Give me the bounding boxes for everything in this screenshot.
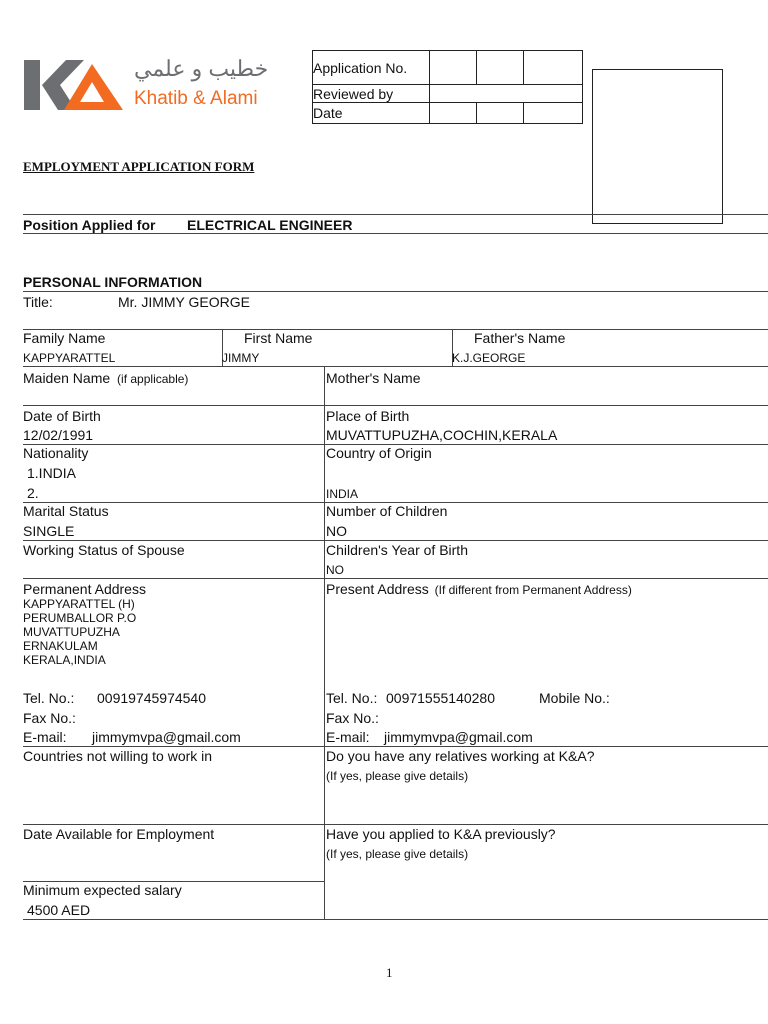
perm-tel-label: Tel. No.: (23, 690, 75, 706)
date-available-label: Date Available for Employment (23, 826, 215, 842)
present-email-label: E-mail: (326, 729, 370, 745)
nationality-1: 1.INDIA (27, 465, 77, 481)
perm-email-label: E-mail: (23, 729, 67, 745)
position-label: Position Applied for (23, 217, 156, 233)
maiden-name-label (23, 370, 188, 386)
first-name-value: JIMMY (222, 351, 260, 365)
dob-value: 12/02/1991 (23, 427, 94, 443)
position-value: ELECTRICAL ENGINEER (187, 217, 353, 233)
app-no-label: Application No. (313, 60, 408, 76)
nationality-2: 2. (27, 485, 39, 501)
spouse-label: Working Status of Spouse (23, 542, 185, 558)
perm-address-line-2: PERUMBALLOR P.O (23, 611, 137, 625)
marital-label: Marital Status (23, 503, 109, 519)
logo-mark-icon (24, 60, 124, 112)
title-value: Mr. JIMMY GEORGE (118, 294, 250, 310)
perm-email-value: jimmymvpa@gmail.com (92, 729, 241, 745)
fathers-name-label: Father's Name (474, 330, 566, 346)
country-origin-value: INDIA (326, 487, 359, 501)
family-name-label: Family Name (23, 330, 106, 346)
logo-english-text: Khatib & Alami (134, 88, 258, 109)
perm-address-label: Permanent Address (23, 581, 146, 597)
page-number: 1 (386, 965, 393, 980)
maiden-name-note: (if applicable) (117, 372, 189, 386)
title-label: Title: (23, 294, 53, 310)
present-tel-label: Tel. No.: (326, 690, 378, 706)
country-origin-label: Country of Origin (326, 445, 432, 461)
pob-label: Place of Birth (326, 408, 410, 424)
applied-label: Have you applied to K&A previously? (326, 826, 556, 842)
perm-address-line-1: KAPPYARATTEL (H) (23, 597, 135, 611)
present-address-label (326, 581, 632, 597)
present-tel-value: 00971555140280 (386, 690, 496, 706)
fathers-name-value: K.J.GEORGE (452, 351, 526, 365)
perm-address-line-3: MUVATTUPUZHA (23, 625, 120, 639)
perm-address-line-4: ERNAKULAM (23, 639, 98, 653)
children-year-label: Children's Year of Birth (326, 542, 468, 558)
children-year-value: NO (326, 563, 344, 577)
photo-box (592, 69, 723, 224)
children-value: NO (326, 523, 347, 539)
date-label: Date (313, 105, 343, 121)
first-name-label: First Name (244, 330, 313, 346)
perm-fax-label: Fax No.: (23, 710, 76, 726)
present-address-note: (If different from Permanent Address) (434, 583, 632, 597)
form-title: EMPLOYMENT APPLICATION FORM (23, 159, 255, 174)
pob-value: MUVATTUPUZHA,COCHIN,KERALA (326, 427, 558, 443)
salary-value: 4500 AED (27, 902, 91, 918)
maiden-name-label-text: Maiden Name (23, 370, 111, 386)
reviewed-by-label: Reviewed by (313, 86, 394, 102)
relatives-note: (If yes, please give details) (326, 769, 469, 783)
application-box (312, 50, 583, 124)
marital-value: SINGLE (23, 523, 75, 539)
family-name-value: KAPPYARATTEL (23, 351, 116, 365)
perm-address-line-5: KERALA,INDIA (23, 653, 106, 667)
applied-note: (If yes, please give details) (326, 847, 469, 861)
present-email-value: jimmymvpa@gmail.com (384, 729, 533, 745)
children-label: Number of Children (326, 503, 448, 519)
present-address-label-text: Present Address (326, 581, 429, 597)
countries-label: Countries not willing to work in (23, 748, 213, 764)
perm-tel-value: 00919745974540 (97, 690, 207, 706)
company-logo (24, 58, 274, 113)
relatives-label: Do you have any relatives working at K&A? (326, 748, 595, 764)
present-fax-label: Fax No.: (326, 710, 379, 726)
salary-label: Minimum expected salary (23, 882, 182, 898)
logo-arabic-text: خطيب و علمي (134, 56, 269, 81)
mothers-name-label: Mother's Name (326, 370, 421, 386)
dob-label: Date of Birth (23, 408, 101, 424)
nationality-label: Nationality (23, 445, 89, 461)
personal-info-heading: PERSONAL INFORMATION (23, 274, 203, 290)
mobile-label: Mobile No.: (539, 690, 610, 706)
